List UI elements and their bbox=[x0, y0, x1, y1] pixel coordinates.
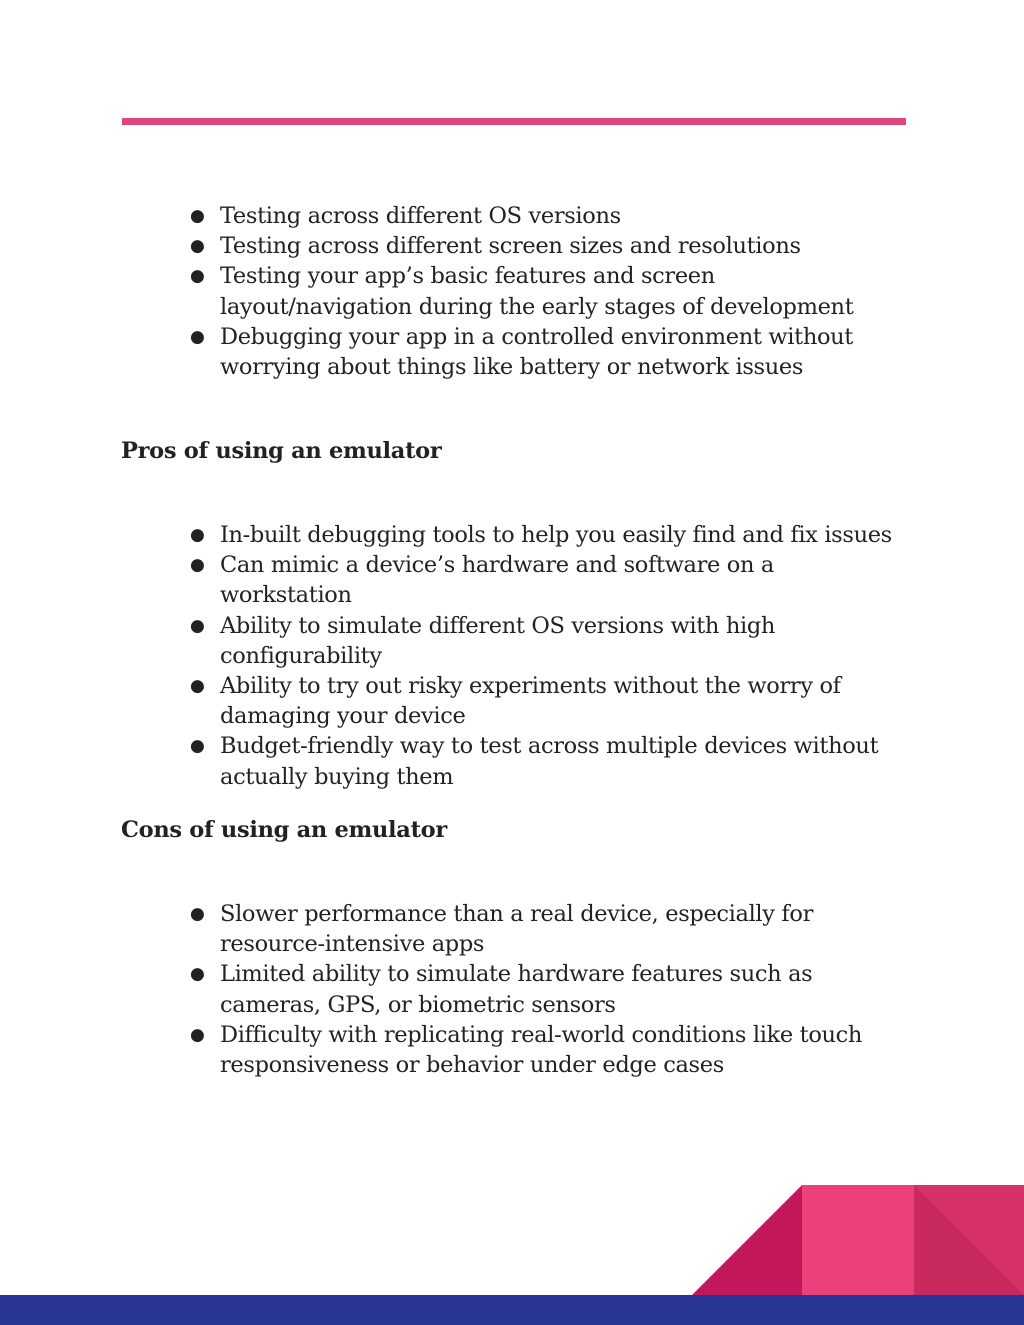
list-item bbox=[190, 899, 840, 959]
rose-block-shape bbox=[914, 1185, 1024, 1295]
bullet-icon: ● bbox=[190, 525, 205, 545]
list-item-text: In-built debugging tools to help you easily find and fix issues bbox=[220, 522, 892, 548]
pros-bullet-list bbox=[190, 520, 910, 792]
list-item bbox=[190, 1020, 900, 1080]
list-item-text: Testing across different screen sizes and resolutions bbox=[220, 233, 801, 260]
list-item-text: Ability to try out risky experiments without the worry of damaging your device bbox=[220, 673, 841, 730]
list-item-text: Limited ability to simulate hardware features such as cameras, GPS, or biometric sensors bbox=[220, 961, 813, 1018]
intro-bullet-list bbox=[190, 201, 910, 382]
bullet-icon: ● bbox=[190, 1024, 205, 1045]
bullet-icon: ● bbox=[190, 676, 205, 697]
crimson-triangle-shape bbox=[692, 1185, 802, 1295]
pink-block-shape bbox=[802, 1185, 914, 1295]
list-item bbox=[190, 231, 910, 261]
list-item-text: Difficulty with replicating real-world conditions like touch responsiveness or behavior under edge cases bbox=[220, 1021, 863, 1079]
list-item bbox=[190, 201, 910, 231]
cons-bullet-list bbox=[190, 899, 910, 1080]
bullet-icon: ● bbox=[190, 615, 205, 636]
list-item-text: Testing across different OS versions bbox=[220, 203, 621, 229]
bullet-icon: ● bbox=[190, 736, 205, 757]
bullet-icon: ● bbox=[190, 206, 205, 226]
bullet-icon: ● bbox=[190, 964, 205, 985]
list-item-text: Testing your app’s basic features and screen layout/navigation during the early stages of development bbox=[220, 263, 854, 320]
list-item-text: Debugging your app in a controlled environment without worrying about things like battery or network issues bbox=[220, 323, 853, 381]
list-item-text: Budget-friendly way to test across multiple devices without actually buying them bbox=[220, 733, 879, 790]
list-item bbox=[190, 261, 860, 321]
list-item bbox=[190, 520, 910, 550]
cons-heading: Cons of using an emulator bbox=[121, 817, 447, 843]
pros-heading: Pros of using an emulator bbox=[121, 438, 442, 464]
footer-blue-bar bbox=[0, 1295, 1024, 1325]
list-item-text: Slower performance than a real device, especially for resource-intensive apps bbox=[220, 901, 814, 958]
list-item bbox=[190, 959, 840, 1019]
list-item bbox=[190, 671, 880, 731]
list-item bbox=[190, 611, 830, 671]
bullet-icon: ● bbox=[190, 236, 205, 257]
list-item-text: Can mimic a device’s hardware and software on a workstation bbox=[220, 552, 774, 609]
bullet-icon: ● bbox=[190, 555, 205, 576]
top-accent-rule bbox=[122, 118, 906, 125]
list-item bbox=[190, 550, 910, 610]
list-item bbox=[190, 322, 900, 382]
list-item bbox=[190, 731, 910, 791]
bullet-icon: ● bbox=[190, 904, 205, 924]
rose-fold-shape bbox=[914, 1185, 1024, 1295]
bullet-icon: ● bbox=[190, 326, 205, 347]
bullet-icon: ● bbox=[190, 266, 205, 287]
list-item-text: Ability to simulate different OS versions with high configurability bbox=[220, 612, 776, 669]
